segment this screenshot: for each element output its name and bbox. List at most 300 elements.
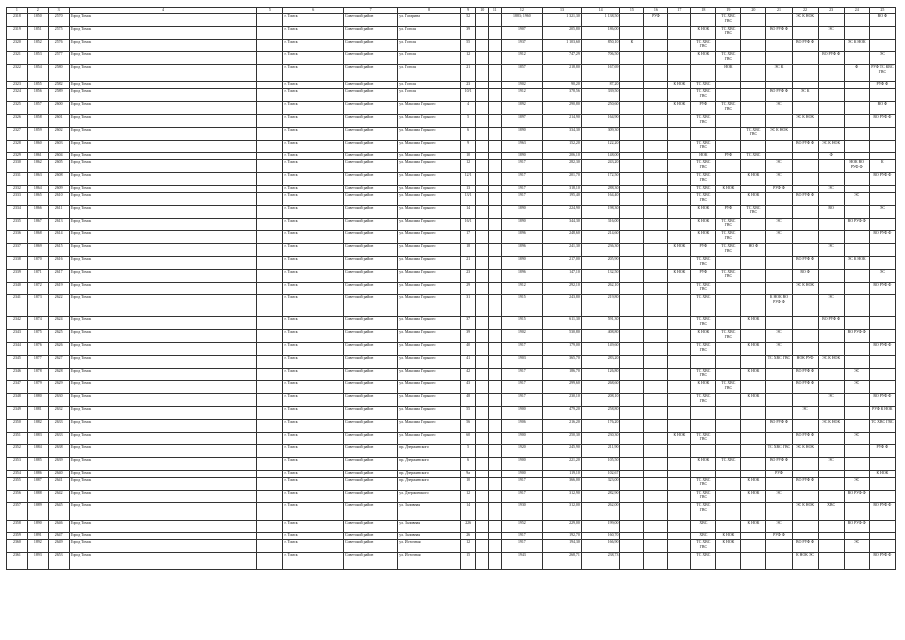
cell-c16 (644, 52, 668, 65)
cell-a: 1882 (27, 419, 48, 432)
cell-year: 1902 (501, 330, 543, 343)
cell-c20 (741, 65, 766, 82)
cell-street: ул. Гоголя (398, 82, 461, 89)
cell-c15 (620, 102, 644, 115)
cell-district: Советский район (343, 65, 397, 82)
cell-street: ул. Гоголя (398, 52, 461, 65)
cell-c15 (620, 160, 644, 173)
cell-district: Советский район (343, 342, 397, 355)
empty-cell (257, 342, 283, 355)
cell-c16 (644, 432, 668, 445)
cell-town: г. Томск (283, 355, 344, 368)
empty-cell (257, 520, 283, 533)
cell-c20: К НОК (741, 192, 766, 205)
column-header-21: 21 (766, 8, 792, 14)
empty-cell (488, 432, 501, 445)
cell-c23 (818, 368, 844, 381)
cell-town: г. Томск (283, 89, 344, 102)
cell-district: Советский район (343, 127, 397, 140)
empty-cell (257, 330, 283, 343)
cell-b: 2582 (48, 82, 69, 89)
cell-c20 (741, 39, 766, 52)
cell-c22 (792, 205, 818, 218)
cell-district: Советский район (343, 330, 397, 343)
cell-town: г. Томск (283, 14, 344, 27)
cell-c24: ЭС (844, 368, 869, 381)
cell-b: 2632 (48, 406, 69, 419)
cell-c15 (620, 52, 644, 65)
cell-street: ул. Заливная (398, 503, 461, 520)
empty-cell (476, 173, 489, 186)
cell-c21: РУФ Ф (766, 185, 792, 192)
cell-city: Город Томск (69, 82, 257, 89)
cell-c20 (741, 355, 766, 368)
cell-area: 147,10 (543, 269, 582, 282)
cell-c23: ЭС К НОК (818, 419, 844, 432)
cell-a: 1855 (27, 82, 48, 89)
cell-a: 1856 (27, 89, 48, 102)
cell-street: ул. Максима Горького (398, 127, 461, 140)
cell-street: ул. Максима Горького (398, 368, 461, 381)
cell-c20 (741, 231, 766, 244)
table-row (7, 445, 896, 458)
cell-c22 (792, 342, 818, 355)
empty-cell (257, 218, 283, 231)
cell-c18: ТС ХВС ГВС (691, 114, 716, 127)
cell-a: 1892 (27, 540, 48, 553)
cell-b: 2576 (48, 39, 69, 52)
cell-c21 (766, 368, 792, 381)
cell-c25: ВО РУФ Ф (869, 342, 895, 355)
cell-c22 (792, 65, 818, 82)
table-row (7, 26, 896, 39)
cell-house: 10 (460, 477, 476, 490)
cell-city: Город Томск (69, 102, 257, 115)
empty-cell (476, 381, 489, 394)
empty-cell (257, 82, 283, 89)
cell-b: 2580 (48, 65, 69, 82)
cell-c17 (668, 295, 691, 317)
cell-city: Город Томск (69, 205, 257, 218)
cell-year: 1897 (501, 114, 543, 127)
empty-cell (476, 269, 489, 282)
cell-c24 (844, 185, 869, 192)
empty-cell (488, 330, 501, 343)
cell-b: 2642 (48, 490, 69, 503)
cell-c23 (818, 114, 844, 127)
cell-c25: ВО РУФ Ф (869, 231, 895, 244)
cell-c19: НОК (716, 65, 741, 82)
cell-c25: ВО РУФ Ф (869, 173, 895, 186)
cell-city: Город Томск (69, 477, 257, 490)
cell-a: 1888 (27, 490, 48, 503)
cell-n: 2322 (7, 65, 28, 82)
cell-city: Город Томск (69, 432, 257, 445)
empty-cell (476, 244, 489, 257)
cell-city: Город Томск (69, 317, 257, 330)
cell-c19 (716, 355, 741, 368)
cell-n: 2319 (7, 26, 28, 39)
cell-street: ул. Максима Горького (398, 394, 461, 407)
cell-c18: ТС ХВС ГВС (691, 490, 716, 503)
cell-area2: 205,90 (581, 256, 620, 269)
cell-c17 (668, 26, 691, 39)
cell-c21 (766, 432, 792, 445)
cell-c18 (691, 14, 716, 27)
cell-year: 1917 (501, 342, 543, 355)
cell-c25: ВО РУФ Ф (869, 114, 895, 127)
column-header-20: 20 (741, 8, 766, 14)
cell-district: Советский район (343, 406, 397, 419)
cell-c16 (644, 173, 668, 186)
cell-house: 21 (460, 256, 476, 269)
cell-c17 (668, 65, 691, 82)
cell-district: Советский район (343, 205, 397, 218)
cell-c24 (844, 114, 869, 127)
cell-c21 (766, 39, 792, 52)
cell-n: 2335 (7, 218, 28, 231)
cell-c16 (644, 127, 668, 140)
column-header-24: 24 (844, 8, 869, 14)
empty-cell (476, 540, 489, 553)
cell-area: 229,00 (543, 520, 582, 533)
cell-area: 282,30 (543, 160, 582, 173)
cell-area2: 167,69 (581, 65, 620, 82)
cell-year: 1952 (501, 520, 543, 533)
cell-c15 (620, 26, 644, 39)
cell-c23 (818, 470, 844, 477)
cell-c17: К НОК (668, 269, 691, 282)
table-row (7, 127, 896, 140)
cell-a: 1861 (27, 153, 48, 160)
cell-c20 (741, 14, 766, 27)
cell-town: г. Томск (283, 368, 344, 381)
cell-c19 (716, 419, 741, 432)
empty-cell (488, 355, 501, 368)
cell-b: 2603 (48, 140, 69, 153)
cell-c22 (792, 153, 818, 160)
cell-c23 (818, 173, 844, 186)
cell-c24 (844, 470, 869, 477)
cell-street: пр. Дзержинского (398, 445, 461, 458)
empty-cell (488, 419, 501, 432)
cell-year: 1890 (501, 205, 543, 218)
cell-year: 1943 (501, 553, 543, 570)
cell-c24: ЭС (844, 540, 869, 553)
cell-c21 (766, 82, 792, 89)
column-header-7: 7 (343, 8, 397, 14)
cell-year: 1917 (501, 540, 543, 553)
table-row (7, 153, 896, 160)
cell-street: ул. Максима Горького (398, 269, 461, 282)
cell-year: 1915 (501, 295, 543, 317)
cell-c19 (716, 295, 741, 317)
cell-c25: ВО Ф (869, 102, 895, 115)
cell-c24: ВО РУФ Ф (844, 490, 869, 503)
cell-c17 (668, 140, 691, 153)
empty-cell (488, 192, 501, 205)
empty-cell (257, 295, 283, 317)
cell-c17 (668, 173, 691, 186)
cell-area2: 282,90 (581, 490, 620, 503)
cell-area: 192,70 (543, 533, 582, 540)
cell-area2: 316,00 (581, 218, 620, 231)
cell-district: Советский район (343, 52, 397, 65)
cell-town: г. Томск (283, 205, 344, 218)
cell-b: 2653 (48, 553, 69, 570)
empty-cell (476, 295, 489, 317)
cell-house: 39 (460, 26, 476, 39)
table-row (7, 458, 896, 471)
cell-c18: ХВС (691, 520, 716, 533)
cell-city: Город Томск (69, 89, 257, 102)
cell-c20 (741, 295, 766, 317)
cell-c19: ТС ХВС ГВС (716, 381, 741, 394)
cell-c23 (818, 520, 844, 533)
table-row (7, 295, 896, 317)
cell-year: 1912 (501, 282, 543, 295)
cell-c25 (869, 540, 895, 553)
cell-c18: К НОК (691, 218, 716, 231)
cell-c17 (668, 153, 691, 160)
column-header-3: 3 (48, 8, 69, 14)
cell-c25: ЭС (869, 205, 895, 218)
cell-n: 2321 (7, 52, 28, 65)
cell-c16 (644, 540, 668, 553)
cell-year: 1917 (501, 381, 543, 394)
cell-c23 (818, 256, 844, 269)
empty-cell (488, 490, 501, 503)
cell-c19 (716, 406, 741, 419)
cell-street: ул. Максима Горького (398, 192, 461, 205)
cell-district: Советский район (343, 381, 397, 394)
cell-year: 1892 (501, 102, 543, 115)
cell-n: 2357 (7, 503, 28, 520)
cell-district: Советский район (343, 368, 397, 381)
cell-city: Город Томск (69, 114, 257, 127)
cell-c19 (716, 173, 741, 186)
cell-c20 (741, 470, 766, 477)
cell-c25 (869, 89, 895, 102)
empty-cell (476, 102, 489, 115)
empty-cell (476, 520, 489, 533)
cell-c25 (869, 256, 895, 269)
empty-cell (257, 470, 283, 477)
cell-c16 (644, 231, 668, 244)
cell-c19: ТС ХВС ГВС (716, 26, 741, 39)
cell-c25: РУФ К НОК (869, 406, 895, 419)
cell-c24: ЭС К НОК (844, 256, 869, 269)
cell-area: 218,80 (543, 65, 582, 82)
empty-cell (488, 295, 501, 317)
cell-c18: РУФ (691, 269, 716, 282)
cell-c17 (668, 503, 691, 520)
cell-b: 2609 (48, 185, 69, 192)
cell-c15 (620, 490, 644, 503)
cell-area: 201,70 (543, 173, 582, 186)
cell-c24 (844, 342, 869, 355)
cell-area2: 164,90 (581, 114, 620, 127)
cell-area: 241,30 (543, 244, 582, 257)
cell-c24 (844, 231, 869, 244)
cell-c15 (620, 355, 644, 368)
cell-street: ул. Максима Горького (398, 317, 461, 330)
cell-area: 479,20 (543, 406, 582, 419)
cell-c25 (869, 244, 895, 257)
cell-c18: ТС ХВС ГВС (691, 173, 716, 186)
cell-house: 18 (460, 244, 476, 257)
cell-street: ул. Максима Горького (398, 330, 461, 343)
cell-b: 2626 (48, 342, 69, 355)
empty-cell (476, 114, 489, 127)
cell-city: Город Томск (69, 540, 257, 553)
cell-c24 (844, 102, 869, 115)
cell-b: 2639 (48, 458, 69, 471)
cell-year: 1890 (501, 218, 543, 231)
cell-city: Город Томск (69, 173, 257, 186)
cell-c23 (818, 102, 844, 115)
cell-c21: ЭС (766, 231, 792, 244)
cell-house: 43 (460, 381, 476, 394)
cell-b: 2575 (48, 26, 69, 39)
cell-c25 (869, 185, 895, 192)
cell-c20 (741, 503, 766, 520)
cell-area2: 160,70 (581, 533, 620, 540)
cell-year: 1912 (501, 89, 543, 102)
cell-a: 1880 (27, 394, 48, 407)
empty-cell (257, 65, 283, 82)
cell-b: 2627 (48, 355, 69, 368)
cell-c23: ЭС (818, 295, 844, 317)
cell-c16 (644, 520, 668, 533)
cell-town: г. Томск (283, 553, 344, 570)
empty-cell (488, 39, 501, 52)
cell-c25 (869, 533, 895, 540)
cell-year: 1917 (501, 533, 543, 540)
cell-house: 56 (460, 419, 476, 432)
cell-city: Город Томск (69, 355, 257, 368)
cell-district: Советский район (343, 218, 397, 231)
cell-street: ул. Гоголя (398, 39, 461, 52)
cell-c25: ЭС (869, 269, 895, 282)
cell-c25: ВО РУФ Ф (869, 282, 895, 295)
cell-house: 40 (460, 342, 476, 355)
cell-c23 (818, 342, 844, 355)
cell-c25 (869, 330, 895, 343)
cell-area2: 323,00 (581, 477, 620, 490)
cell-c21: ТС ХВС ГВС (766, 355, 792, 368)
column-header-10: 10 (476, 8, 489, 14)
cell-c15 (620, 140, 644, 153)
cell-c19 (716, 432, 741, 445)
cell-c15 (620, 470, 644, 477)
cell-c21 (766, 140, 792, 153)
cell-area2: 258,80 (581, 406, 620, 419)
cell-b: 2589 (48, 89, 69, 102)
cell-house: 37 (460, 317, 476, 330)
empty-cell (488, 102, 501, 115)
cell-c25 (869, 127, 895, 140)
empty-cell (257, 381, 283, 394)
cell-c19: ТС ХВС ГВС (716, 14, 741, 27)
cell-c21 (766, 14, 792, 27)
cell-c16 (644, 205, 668, 218)
cell-c19 (716, 520, 741, 533)
cell-city: Город Томск (69, 368, 257, 381)
cell-c24: ВО РУФ Ф (844, 218, 869, 231)
cell-a: 1884 (27, 445, 48, 458)
column-header-11: 11 (488, 8, 501, 14)
table-row (7, 342, 896, 355)
cell-a: 1893 (27, 553, 48, 570)
cell-c17: К НОК (668, 82, 691, 89)
cell-street: ул. Максима Горького (398, 432, 461, 445)
cell-c24: ВО РУФ Ф (844, 330, 869, 343)
table-row (7, 355, 896, 368)
cell-c19: ТС ХВС ГВС (716, 330, 741, 343)
cell-house: 31 (460, 295, 476, 317)
cell-c15 (620, 432, 644, 445)
cell-b: 2601 (48, 114, 69, 127)
cell-town: г. Томск (283, 394, 344, 407)
empty-cell (257, 173, 283, 186)
cell-c24 (844, 553, 869, 570)
cell-house: 55 (460, 39, 476, 52)
registry-table (6, 7, 896, 570)
cell-district: Советский район (343, 520, 397, 533)
cell-house: 10 (460, 153, 476, 160)
cell-year: 1917 (501, 192, 543, 205)
cell-c17: К НОК (668, 244, 691, 257)
table-row (7, 406, 896, 419)
cell-c18: К НОК (691, 205, 716, 218)
cell-city: Город Томск (69, 533, 257, 540)
cell-house: 17 (460, 231, 476, 244)
cell-c15 (620, 114, 644, 127)
empty-cell (476, 231, 489, 244)
cell-city: Город Томск (69, 330, 257, 343)
cell-district: Советский район (343, 140, 397, 153)
cell-c18: ТС ХВС ГВС (691, 160, 716, 173)
column-header-14: 14 (581, 8, 620, 14)
cell-district: Советский район (343, 244, 397, 257)
cell-house: 9a (460, 470, 476, 477)
cell-c16 (644, 218, 668, 231)
cell-city: Город Томск (69, 282, 257, 295)
cell-c15 (620, 419, 644, 432)
cell-c23 (818, 89, 844, 102)
cell-c18 (691, 419, 716, 432)
cell-street: ул. Максима Горького (398, 381, 461, 394)
empty-cell (257, 256, 283, 269)
empty-cell (476, 26, 489, 39)
cell-year: 1917 (501, 368, 543, 381)
empty-cell (476, 394, 489, 407)
empty-cell (476, 419, 489, 432)
cell-c17 (668, 470, 691, 477)
cell-c19: ТС ХВС (716, 458, 741, 471)
cell-c17 (668, 89, 691, 102)
cell-city: Город Томск (69, 490, 257, 503)
cell-town: г. Томск (283, 317, 344, 330)
empty-cell (488, 218, 501, 231)
cell-c20 (741, 218, 766, 231)
cell-town: г. Томск (283, 82, 344, 89)
empty-cell (476, 218, 489, 231)
table-row (7, 160, 896, 173)
cell-town: г. Томск (283, 192, 344, 205)
empty-cell (488, 317, 501, 330)
